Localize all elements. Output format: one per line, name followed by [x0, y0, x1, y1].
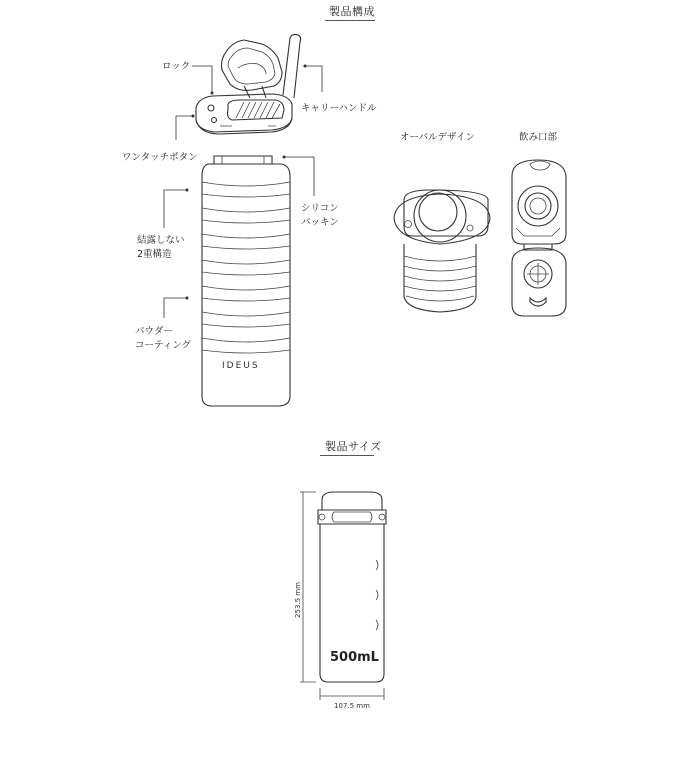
oval-design-illustration: [394, 190, 490, 312]
height-dimension-text: 253.5 mm: [294, 582, 302, 618]
bottle-brand-text: IDEUS: [222, 361, 260, 371]
label-silicone-packing: シリコン パッキン: [301, 203, 339, 228]
bottle-body-illustration: [202, 156, 290, 406]
height-dimension: [294, 492, 316, 682]
label-drinking-mouth: 飲み口部: [519, 132, 558, 143]
capacity-text: 500mL: [330, 650, 379, 665]
label-powder-coating: パウダー コーティング: [135, 326, 192, 351]
lid-leader-lines: [176, 65, 322, 141]
width-dimension-text: 107.5 mm: [334, 702, 370, 710]
body-leader-lines: [164, 156, 314, 319]
size-bottle-illustration: [318, 492, 386, 682]
label-one-touch-button: ワンタッチボタン: [122, 152, 198, 163]
label-double-structure: 結露しない 2重構造: [137, 235, 185, 260]
width-dimension: [320, 688, 384, 710]
composition-title: 製品構成: [329, 5, 375, 18]
label-oval-design: オーバルデザイン: [400, 132, 475, 143]
drinking-mouth-illustration: [512, 160, 566, 316]
label-lock: ロック: [162, 61, 191, 72]
size-title: 製品サイズ: [325, 440, 382, 453]
label-carry-handle: キャリーハンドル: [301, 103, 377, 114]
